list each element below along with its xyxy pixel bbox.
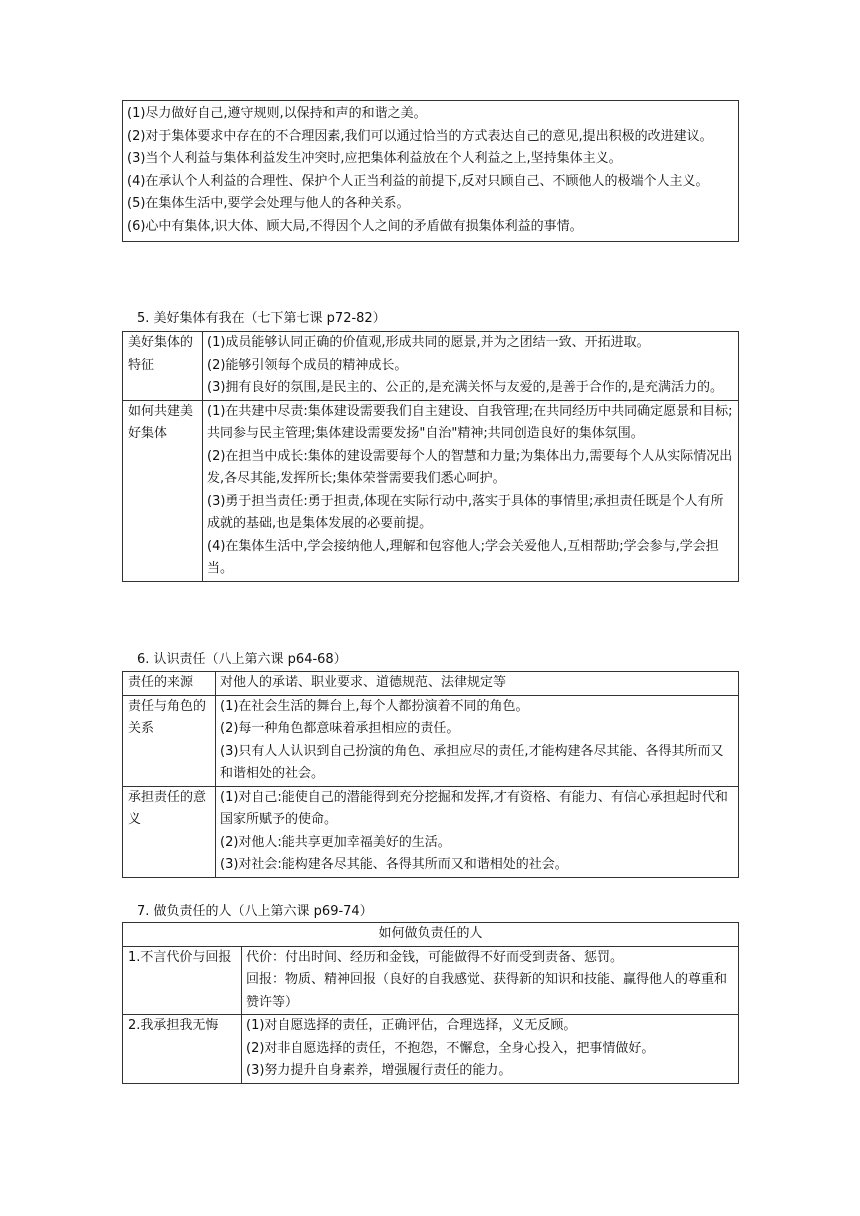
row-label: 2.我承担我无悔 — [123, 1015, 242, 1084]
table-row — [123, 695, 739, 786]
list-item: (1)对自愿选择的责任，正确评估，合理选择，义无反顾。 — [246, 1018, 577, 1033]
section-heading: 5. 美好集体有我在（七下第七课 p72-82） — [137, 311, 386, 326]
table-cell — [123, 101, 739, 242]
section5-table — [122, 331, 739, 582]
table-row — [123, 101, 739, 242]
table-cell — [242, 946, 739, 1015]
table-cell — [216, 786, 739, 877]
list-item: (5)在集体生活中,要学会处理与他人的各种关系。 — [127, 196, 410, 211]
list-item: (3)当个人利益与集体利益发生冲突时,应把集体利益放在个人利益之上,坚持集体主义。 — [127, 151, 622, 166]
list-item: (2)对于集体要求中存在的不合理因素,我们可以通过恰当的方式表达自己的意见,提出积极的改进建议。 — [127, 128, 713, 144]
list-item: 回报：物质、精神回报（良好的自我感觉、获得新的知识和技能、赢得他人的尊重和赞许等） — [246, 972, 728, 1010]
row-label: 责任的来源 — [123, 672, 216, 696]
row-label: 如何共建美好集体 — [123, 400, 203, 581]
section-heading: 7. 做负责任的人（八上第六课 p69-74） — [137, 904, 373, 919]
table-cell — [216, 672, 739, 696]
table-cell — [242, 1015, 739, 1084]
list-item: (2)在担当中成长:集体的建设需要每个人的智慧和力量;为集体出力,需要每个人从实际情况出发,各尽其能,发挥所长;集体荣誉需要我们悉心呵护。 — [207, 448, 733, 486]
section-heading: 6. 认识责任（八上第六课 p64-68） — [137, 652, 347, 667]
list-item: (3)努力提升自身素养，增强履行责任的能力。 — [246, 1063, 512, 1078]
row-label: 承担责任的意义 — [123, 786, 216, 877]
table-cell — [203, 400, 739, 581]
list-item: (2)能够引领每个成员的精神成长。 — [207, 357, 408, 373]
list-item: (1)在社会生活的舞台上,每个人都扮演着不同的角色。 — [220, 698, 529, 714]
list-item: (1)对自己:能使自己的潜能得到充分挖掘和发挥,才有资格、有能力、有信心承担起时代和国家所赋予的使命。 — [220, 789, 728, 827]
section6-table — [122, 671, 739, 878]
table-cell — [203, 332, 739, 401]
row-label: 1.不言代价与回报 — [123, 946, 242, 1015]
list-item: (3)拥有良好的氛围,是民主的、公正的,是充满关怀与友爱的,是善于合作的,是充满活力的。 — [207, 380, 723, 395]
table-cell — [216, 695, 739, 786]
list-item: 对他人的承诺、职业要求、道德规范、法律规定等 — [220, 675, 507, 690]
list-item: (3)勇于担当责任:勇于担责,体现在实际行动中,落实于具体的事情里;承担责任既是个人有所成就的基础,也是集体发展的必要前提。 — [207, 493, 724, 531]
list-item: (3)只有人人认识到自己扮演的角色、承担应尽的责任,才能构建各尽其能、各得其所而又和谐相处的社会。 — [220, 743, 724, 781]
list-item: (1)成员能够认同正确的价值观,形成共同的愿景,并为之团结一致、开拓进取。 — [207, 335, 650, 350]
table-title: 如何做负责任的人 — [123, 923, 739, 947]
list-item: (2)对非自愿选择的责任，不抱怨，不懈怠，全身心投入，把事情做好。 — [246, 1040, 655, 1056]
list-item: (4)在集体生活中,学会接纳他人,理解和包容他人;学会关爱他人,互相帮助;学会参与,学会担当。 — [207, 538, 719, 576]
table-row — [123, 400, 739, 581]
table-row — [123, 786, 739, 877]
section7-table — [122, 922, 739, 1084]
list-item: (2)对他人:能共享更加幸福美好的生活。 — [220, 834, 451, 850]
list-item: (2)每一种角色都意味着承担相应的责任。 — [220, 721, 460, 736]
table-row — [123, 1015, 739, 1084]
collective-rules-table — [122, 100, 739, 242]
row-label: 责任与角色的关系 — [123, 695, 216, 786]
table-row — [123, 923, 739, 947]
table-row — [123, 672, 739, 696]
list-item: (3)对社会:能构建各尽其能、各得其所而又和谐相处的社会。 — [220, 857, 568, 872]
table-row — [123, 332, 739, 401]
row-label: 美好集体的特征 — [123, 332, 203, 401]
list-item: 代价：付出时间、经历和金钱，可能做得不好而受到责备、惩罚。 — [246, 949, 624, 965]
list-item: (1)尽力做好自己,遵守规则,以保持和声的和谐之美。 — [127, 106, 427, 121]
list-item: (6)心中有集体,识大体、顾大局,不得因个人之间的矛盾做有损集体利益的事情。 — [127, 218, 583, 234]
list-item: (4)在承认个人利益的合理性、保护个人正当利益的前提下,反对只顾自己、不顾他人的极端个人主义。 — [127, 173, 709, 189]
list-item: (1)在共建中尽责:集体建设需要我们自主建设、自我管理;在共同经历中共同确定愿景和目标;共同参与民主管理;集体建设需要发扬"自治"精神;共同创造良好的集体氛围。 — [207, 403, 733, 441]
table-row — [123, 946, 739, 1015]
